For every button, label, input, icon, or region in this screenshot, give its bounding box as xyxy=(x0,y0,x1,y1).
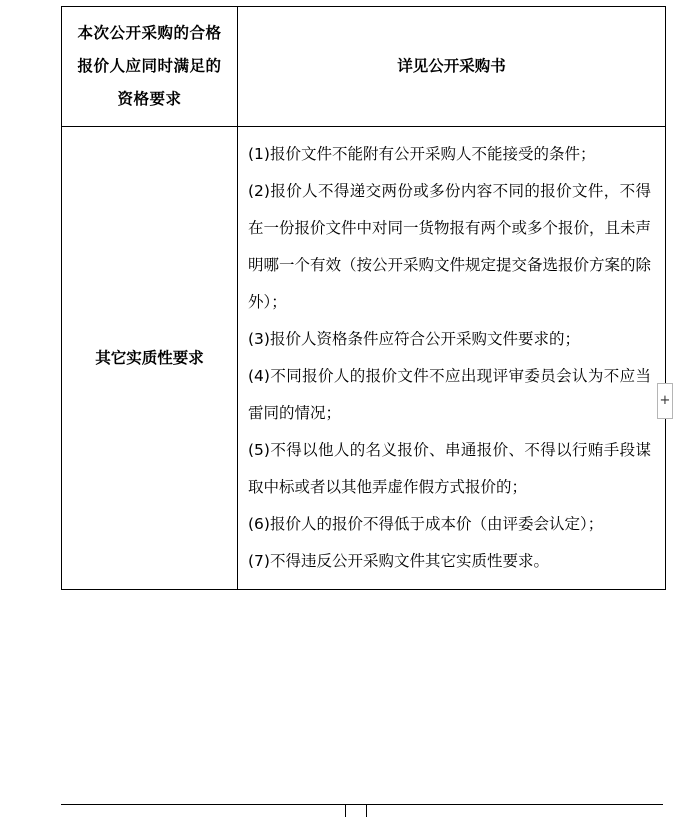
list-item: (1)报价文件不能附有公开采购人不能接受的条件； xyxy=(248,145,596,163)
qualification-requirements-label-cell xyxy=(62,7,238,127)
page-bottom-marker xyxy=(345,805,367,817)
substantive-requirements-list xyxy=(238,127,665,589)
list-item: (6)报价人的报价不得低于成本价（由评委会认定）； xyxy=(248,515,604,533)
qualification-requirements-value-cell xyxy=(238,7,666,127)
substantive-requirements-label-cell xyxy=(62,127,238,590)
list-item: (7)不得违反公开采购文件其它实质性要求。 xyxy=(248,552,549,570)
table-row xyxy=(62,7,666,127)
substantive-requirements-value-cell xyxy=(238,127,666,590)
qualification-requirements-label: 本次公开采购的合格报价人应同时满足的资格要求 xyxy=(77,24,222,108)
list-item: (5)不得以他人的名义报价、串通报价、不得以行贿手段谋取中标或者以其他弄虚作假方式报价的； xyxy=(248,441,651,496)
requirements-table xyxy=(61,6,666,590)
list-item: (4)不同报价人的报价文件不应出现评审委员会认为不应当雷同的情况； xyxy=(248,367,651,422)
table-row xyxy=(62,127,666,590)
qualification-requirements-value: 详见公开采购书 xyxy=(397,57,506,75)
list-item: (2)报价人不得递交两份或多份内容不同的报价文件，不得在一份报价文件中对同一货物报有两个或多个报价，且未声明哪一个有效（按公开采购文件规定提交备选报价方案的除外）； xyxy=(248,182,652,311)
expand-handle-icon[interactable]: + xyxy=(657,383,673,419)
list-item: (3)报价人资格条件应符合公开采购文件要求的； xyxy=(248,330,580,348)
substantive-requirements-label: 其它实质性要求 xyxy=(95,349,204,367)
